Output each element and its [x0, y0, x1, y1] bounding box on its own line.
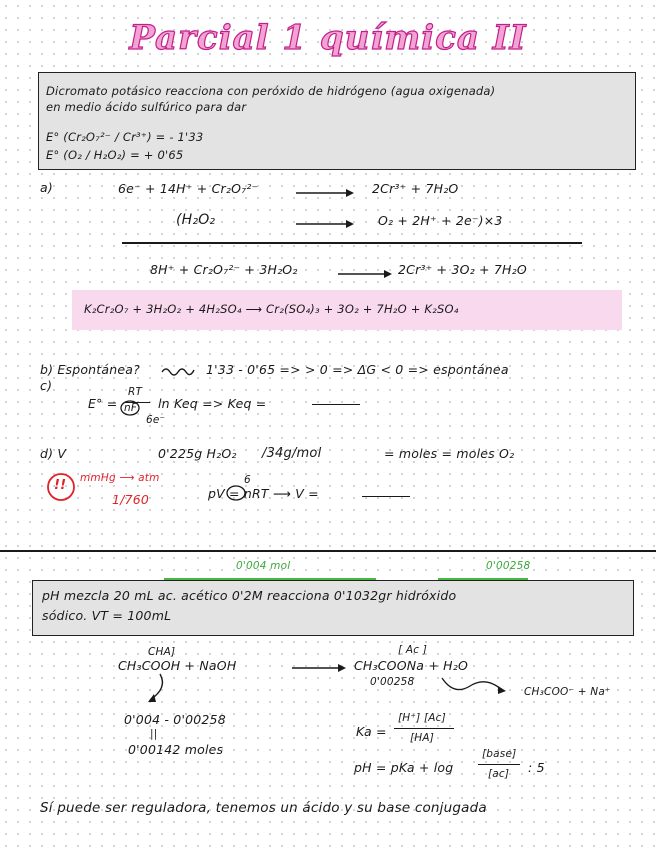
squiggle-arrow-icon [160, 364, 200, 378]
acid-concentration-label: CHA] [148, 646, 176, 658]
ka-numerator: [H⁺] [Ac] [398, 712, 446, 724]
part-d-label: d) V [40, 446, 67, 461]
nernst-numerator: RT [128, 386, 143, 398]
ka-denominator: [HA] [410, 732, 435, 744]
peroxide-mass: 0'225g H₂O₂ [158, 446, 237, 461]
sum-reaction-right: 2Cr³⁺ + 3O₂ + 7H₂O [398, 262, 527, 277]
dissociation-products: CH₃COO⁻ + Na⁺ [524, 686, 611, 698]
nernst-start: E° = [88, 396, 118, 411]
half-reaction-2-right: O₂ + 2H⁺ + 2e⁻)×3 [378, 213, 503, 228]
part-b-answer: 1'33 - 0'65 => > 0 => ΔG < 0 => espontánea [206, 362, 509, 377]
neutralization-left: CH₃COOH + NaOH [118, 658, 237, 673]
arrow-right-icon [296, 189, 356, 199]
nernst-n-value: 6e⁻ [146, 414, 166, 426]
sum-reaction-left: 8H⁺ + Cr₂O₇²⁻ + 3H₂O₂ [150, 262, 298, 277]
arrow-right-icon [292, 664, 348, 674]
potential-o2: E° (O₂ / H₂O₂) = + 0'65 [46, 148, 184, 162]
henderson-start: pH = pKa + log [354, 760, 454, 775]
salt-concentration-label: [ Ac ] [398, 644, 428, 656]
ka-label: Ka = [356, 724, 387, 739]
part-c-label: c) [40, 378, 53, 393]
half-reaction-2-left: (H₂O₂ [176, 212, 216, 228]
green-annotation-moles: 0'004 mol [236, 560, 291, 572]
moles-subtraction: 0'004 - 0'00258 [124, 712, 226, 727]
moles-text: = moles = moles O₂ [384, 446, 515, 461]
part-b-label: b) Espontánea? [40, 362, 140, 377]
curved-arrow-icon [440, 676, 510, 698]
section-divider [0, 550, 656, 552]
green-annotation-naoh: 0'00258 [486, 560, 531, 572]
peroxide-molar-mass: /34g/mol [262, 446, 322, 461]
problem2-statement-line2: sódico. VT = 100mL [42, 608, 172, 623]
henderson-denominator: [ac] [488, 768, 510, 780]
half-reaction-1-right: 2Cr³⁺ + 7H₂O [372, 181, 459, 196]
neutralization-right: CH₃COONa + H₂O [354, 658, 469, 673]
equals-mark: || [150, 728, 158, 740]
pressure-conversion: mmHg ⟶ atm [80, 472, 160, 484]
ph-result: : 5 [528, 760, 545, 775]
full-reaction: K₂Cr₂O₇ + 3H₂O₂ + 4H₂SO₄ ⟶ Cr₂(SO₄)₃ + 3O₂ + 7H₂O + K₂SO₄ [84, 302, 459, 316]
salt-moles: 0'00258 [370, 676, 415, 688]
part-a-label: a) [40, 180, 53, 195]
potential-cr: E° (Cr₂O₇²⁻ / Cr³⁺) = - 1'33 [46, 130, 204, 144]
problem2-statement-line1: pH mezcla 20 mL ac. acético 0'2M reacciona 0'1032gr hidróxido [42, 588, 457, 603]
problem1-statement-line2: en medio ácido sulfúrico para dar [46, 100, 247, 114]
remaining-moles: 0'00142 moles [128, 742, 224, 757]
keq-blank [312, 404, 360, 405]
nernst-rest: ln Keq => Keq = [158, 396, 267, 411]
ka-fraction-bar [394, 728, 454, 729]
nernst-denominator: nF [124, 402, 138, 414]
henderson-fraction-bar [478, 764, 520, 765]
ideal-gas-law: pV = nRT ⟶ V = [208, 486, 319, 501]
curved-arrow-icon [140, 672, 170, 706]
arrow-right-icon [338, 270, 394, 280]
henderson-numerator: [base] [482, 748, 517, 760]
half-reaction-1-left: 6e⁻ + 14H⁺ + Cr₂O₇²⁻ [118, 181, 259, 196]
page-title: Parcial 1 química II [129, 18, 527, 58]
sum-divider [122, 242, 582, 244]
pv-n-value: 6 [244, 474, 251, 486]
arrow-right-icon [296, 220, 356, 230]
volume-blank [362, 496, 410, 497]
problem1-statement-line1: Dicromato potásico reacciona con peróxido de hidrógeno (agua oxigenada) [46, 84, 496, 98]
pressure-factor: 1/760 [112, 492, 150, 507]
alert-mark: !! [54, 478, 67, 493]
conclusion-text: Sí puede ser reguladora, tenemos un ácido y su base conjugada [40, 800, 487, 816]
